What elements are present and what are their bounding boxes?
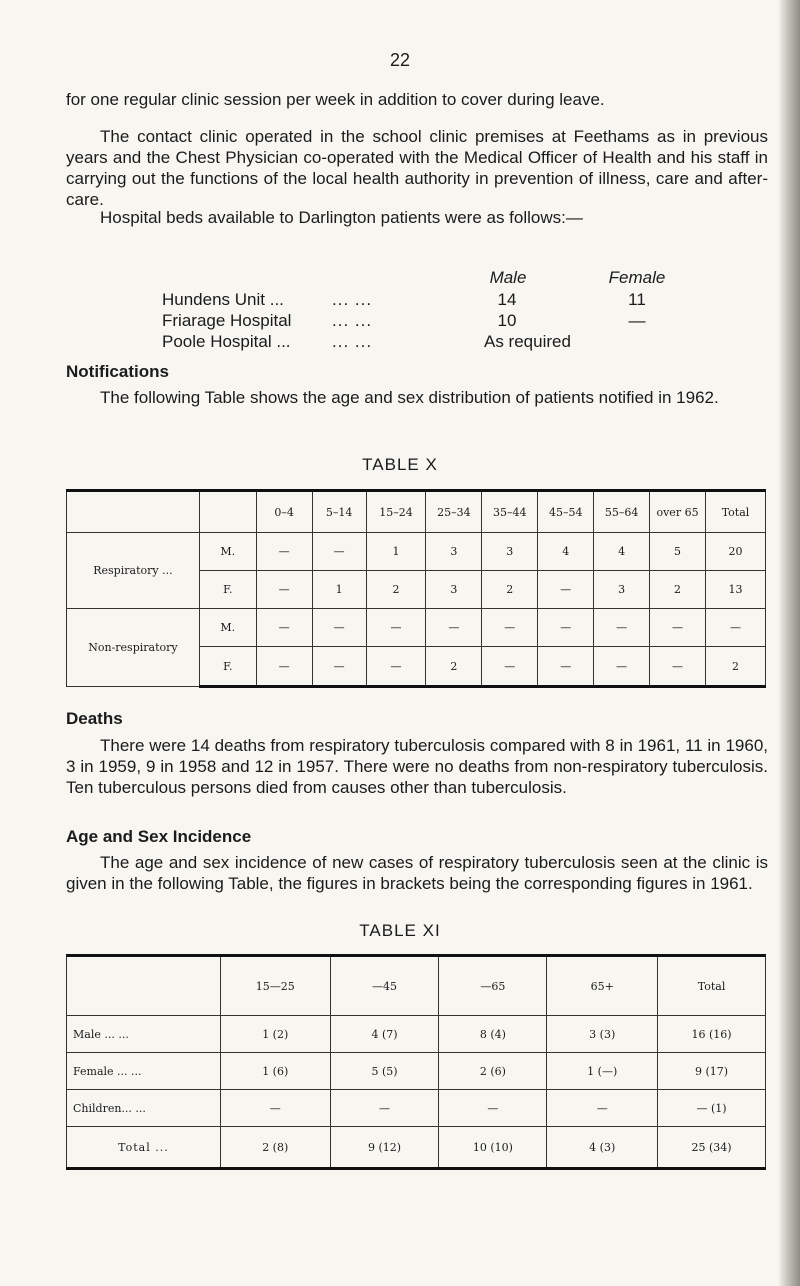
table-xi xyxy=(66,954,766,1170)
table-row: Non-respiratory M. — — — — — — — — — xyxy=(67,609,766,647)
notifications-text: The following Table shows the age and sex distribution of patients notified in 1962. xyxy=(100,388,719,407)
table-row: Female ... ... 1 (6) 5 (5) 2 (6) 1 (—) 9 (17) xyxy=(67,1053,766,1090)
column-header: 15–24 xyxy=(366,491,426,533)
table-x-title: TABLE X xyxy=(362,455,438,474)
table-xi-corner xyxy=(67,956,221,1016)
table-row: F. — — — 2 — — — — 2 xyxy=(67,647,766,687)
page-edge-shadow xyxy=(778,0,800,1286)
beds-male-header: Male xyxy=(489,268,527,287)
row-label: Total ... xyxy=(67,1127,221,1169)
paragraph-hospital-beds: Hospital beds available to Darlington patients were as follows:— xyxy=(100,208,583,227)
table-x xyxy=(66,489,766,688)
column-header: —45 xyxy=(330,956,439,1016)
deaths-text: There were 14 deaths from respiratory tuberculosis compared with 8 in 1961, 11 in 1960, 3 in 1959, 9 in 1958 and 12 in 1957. There were no deaths from non-respiratory tuberculosis. Ten tuberculous persons died from causes other than tuberculosis. xyxy=(66,736,768,797)
row-label: Male ... ... xyxy=(67,1016,221,1053)
age-sex-heading: Age and Sex Incidence xyxy=(66,827,252,846)
column-header: 15—25 xyxy=(220,956,330,1016)
table-row: Children... ... — — — — — (1) xyxy=(67,1090,766,1127)
column-header: 35–44 xyxy=(482,491,538,533)
paragraph-contact-clinic: The contact clinic operated in the school clinic premises at Feethams as in previous years and the Chest Physician co-operated with the Medical Officer of Health and his staff in carrying out the functions of the local health authority in prevention of illness, care and after-care. xyxy=(66,127,768,209)
column-header: 65+ xyxy=(547,956,658,1016)
column-header: over 65 xyxy=(650,491,706,533)
column-header: —65 xyxy=(439,956,547,1016)
row-group-label: Respiratory ... xyxy=(67,533,200,609)
table-row: Respiratory ... M. — — 1 3 3 4 4 5 20 xyxy=(67,533,766,571)
column-header: 45–54 xyxy=(538,491,594,533)
beds-row: Hundens Unit ... ... ... 14 11 xyxy=(162,290,646,309)
deaths-heading: Deaths xyxy=(66,709,123,728)
column-header: 5–14 xyxy=(312,491,366,533)
table-row: F. — 1 2 3 2 — 3 2 13 xyxy=(67,571,766,609)
table-row: Total ... 2 (8) 9 (12) 10 (10) 4 (3) 25 (34) xyxy=(67,1127,766,1169)
table-xi-title: TABLE XI xyxy=(359,921,441,940)
table-row: Male ... ... 1 (2) 4 (7) 8 (4) 3 (3) 16 (16) xyxy=(67,1016,766,1053)
notifications-heading: Notifications xyxy=(66,362,169,381)
beds-female-header: Female xyxy=(608,268,666,287)
beds-row: Poole Hospital ... ... ... As required xyxy=(162,332,571,351)
table-x-corner xyxy=(67,491,200,533)
paragraph-leave-cover: for one regular clinic session per week in addition to cover during leave. xyxy=(66,90,605,109)
row-group-label: Non-respiratory xyxy=(67,609,200,687)
page-number: 22 xyxy=(389,50,411,70)
row-label: Children... ... xyxy=(67,1090,221,1127)
column-header: Total xyxy=(658,956,766,1016)
hospital-beds-list xyxy=(162,267,682,352)
age-sex-text: The age and sex incidence of new cases of respiratory tuberculosis seen at the clinic is given in the following Table, the figures in brackets being the corresponding figures in 1961. xyxy=(66,853,768,893)
column-header: 25–34 xyxy=(426,491,482,533)
column-header: Total xyxy=(705,491,765,533)
column-header: 55–64 xyxy=(594,491,650,533)
column-header: 0–4 xyxy=(256,491,312,533)
row-label: Female ... ... xyxy=(67,1053,221,1090)
beds-row: Friarage Hospital ... ... 10 — xyxy=(162,311,646,330)
